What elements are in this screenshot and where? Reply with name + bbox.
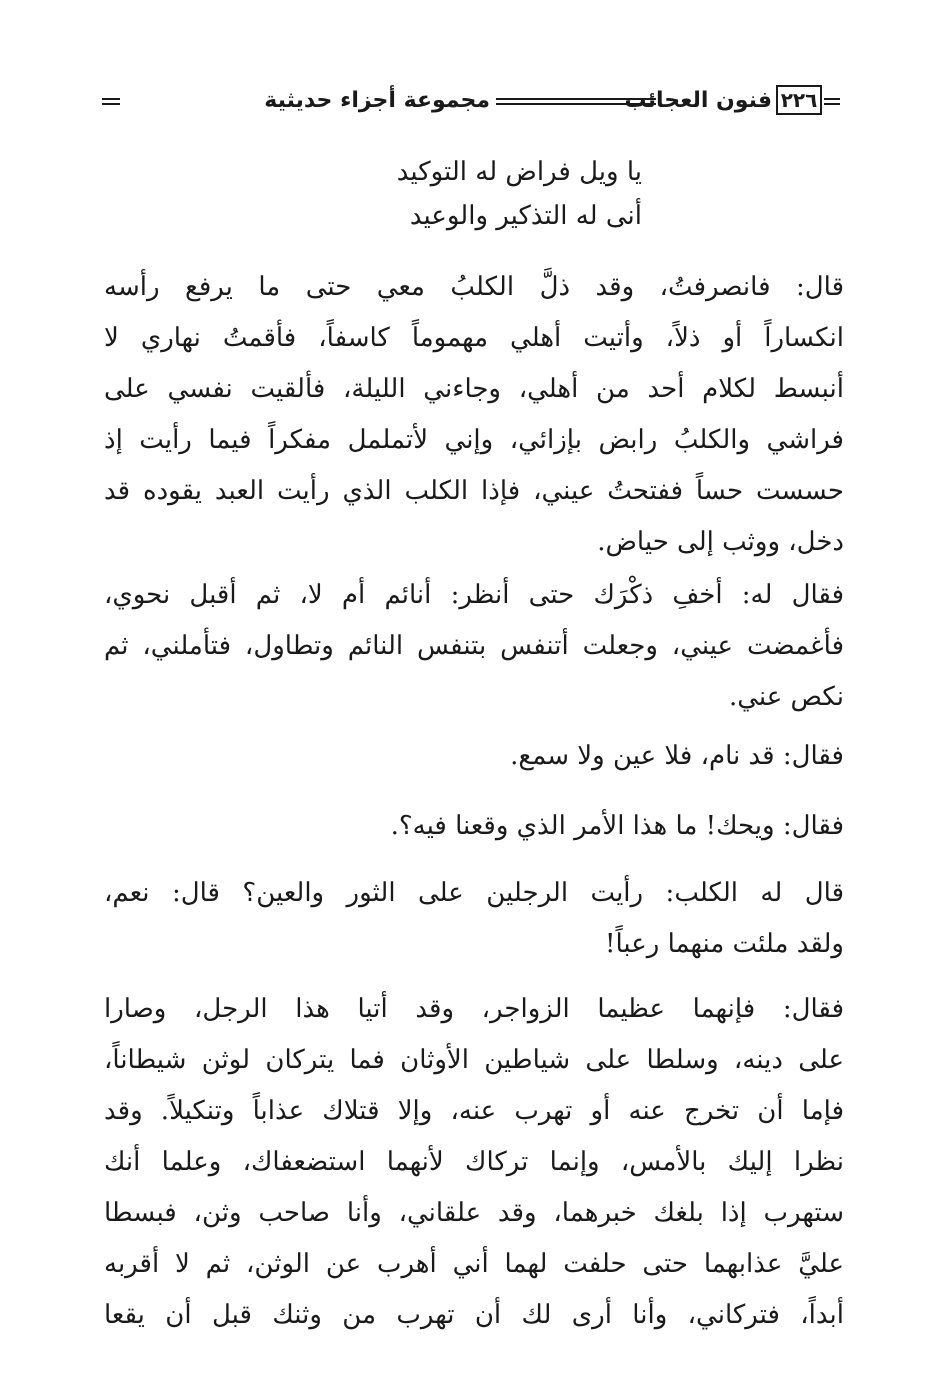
paragraph-2 xyxy=(104,570,844,723)
text-line: قال له الكلب: رأيت الرجلين على الثور والعين؟ قال: نعم، xyxy=(104,878,844,908)
paragraph-1 xyxy=(104,262,844,568)
header-rule-left xyxy=(102,98,120,105)
text-line: فقال له: أخفِ ذكْرَك حتى أنظر: أنائم أم لا، ثم أقبل نحوي، xyxy=(104,580,844,610)
header-rule-right xyxy=(824,98,840,105)
book-title: فنون العجائب xyxy=(624,88,772,113)
text-line: فأغمضت عيني، وجعلت أتنفس بتنفس النائم وتطاول، فتأملني، ثم xyxy=(104,631,844,661)
page-number: ٢٢٦ xyxy=(776,85,822,115)
text-line: أنبسط لكلام أحد من أهلي، وجاءني الليلة، فألقيت نفسي على xyxy=(104,374,844,404)
text-line: فراشي والكلبُ رابض بإزائي، وإني لأتململ مفكراً فيما رأيت إذ xyxy=(104,425,844,455)
verse-line-1: يا ويل فراض له التوكيد xyxy=(396,157,642,187)
text-line: فإما أن تخرج عنه أو تهرب عنه، وإلا قتلاك عذاباً وتنكيلاً. وقد xyxy=(104,1096,844,1126)
text-line: ولقد ملئت منهما رعباً! xyxy=(605,929,844,959)
text-line: على دينه، وسلطا على شياطين الأوثان فما يتركان لوثن شيطاناً، xyxy=(104,1045,844,1075)
text-line: فقال: فإنهما عظيما الزواجر، وقد أتيا هذا الرجل، وصارا xyxy=(104,994,844,1024)
verse-line-2: أنى له التذكير والوعيد xyxy=(409,201,642,231)
paragraph-6 xyxy=(104,984,844,1341)
paragraph-4: فقال: ويحك! ما هذا الأمر الذي وقعنا فيه؟. xyxy=(390,811,844,841)
text-line: انكساراً أو ذلاً، وأتيت أهلي مهموماً كاسفاً، فأقمتُ نهاري لا xyxy=(104,323,844,353)
text-line: قال: فانصرفتُ، وقد ذلَّ الكلبُ معي حتى ما يرفع رأسه xyxy=(104,272,844,302)
series-title: مجموعة أجزاء حديثية xyxy=(264,88,490,113)
paragraph-3: فقال: قد نام، فلا عين ولا سمع. xyxy=(510,741,844,771)
header-rule-middle xyxy=(496,98,656,105)
text-line: نكص عني. xyxy=(728,682,844,712)
text-line: دخل، ووثب إلى حياض. xyxy=(597,527,844,557)
paragraph-5 xyxy=(104,868,844,970)
text-line: عليَّ عذابهما حتى حلفت لهما أني أهرب عن الوثن، ثم لا أقربه xyxy=(104,1249,844,1279)
text-line: نظرا إليك بالأمس، وإنما تركاك لأنهما استضعفاك، وعلما أنك xyxy=(104,1147,844,1177)
text-line: حسست حساً ففتحتُ عيني، فإذا الكلب الذي رأيت العبد يقوده قد xyxy=(104,476,844,506)
running-header xyxy=(100,84,840,124)
text-line: أبداً، فتركاني، وأنا أرى لك أن تهرب من وثنك قبل أن يقعا xyxy=(104,1300,844,1330)
text-line: ستهرب إذا بلغك خبرهما، وقد علقاني، وأنا صاحب وثن، فبسطا xyxy=(104,1198,844,1228)
